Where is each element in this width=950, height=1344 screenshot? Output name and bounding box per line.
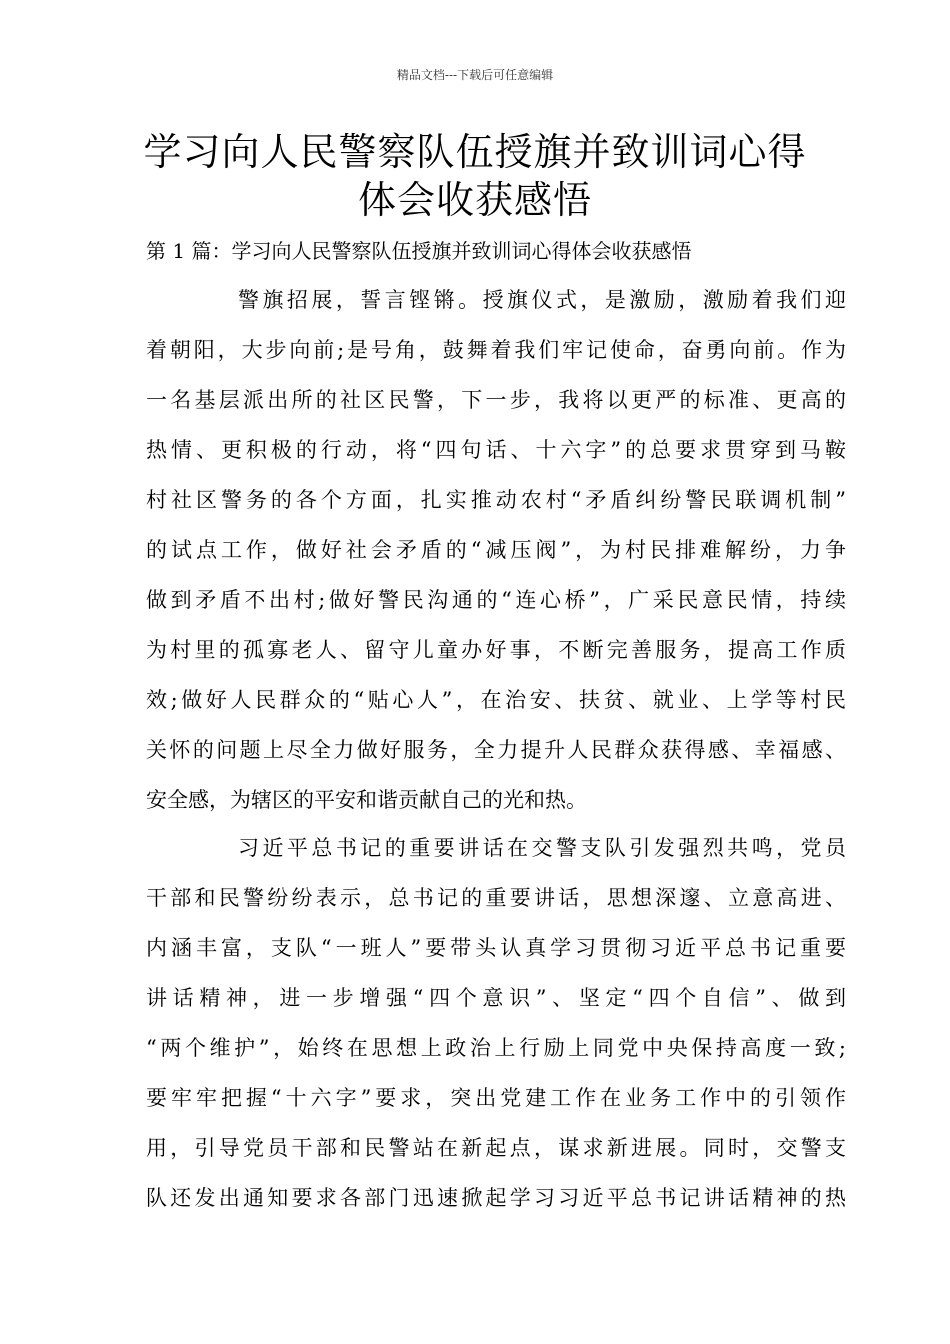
text-line: 效;做好人民群众的“贴心人”，在治安、扶贫、就业、上学等村民 [146,688,846,712]
text-line: 习近平总书记的重要讲话在交警支队引发强烈共鸣，党员 [238,836,846,860]
text-line: “两个维护”，始终在思想上政治上行励上同党中央保持高度一致; [146,1036,846,1060]
header-note: 精品文档---下载后可任意编辑 [396,68,554,82]
chapter-heading: 第 1 篇：学习向人民警察队伍授旗并致训词心得体会收获感悟 [146,239,692,263]
text-line: 讲话精神，进一步增强“四个意识”、坚定“四个自信”、做到 [146,986,846,1010]
text-line: 关怀的问题上尽全力做好服务，全力提升人民群众获得感、幸福感、 [146,738,846,762]
paragraph-2 [146,823,846,1223]
text-line: 的试点工作，做好社会矛盾的“减压阀”，为村民排难解纷，力争 [146,538,846,562]
text-line: 干部和民警纷纷表示，总书记的重要讲话，思想深邃、立意高进、 [146,886,846,910]
text-line: 安全感，为辖区的平安和谐贡献自己的光和热。 [146,788,587,812]
text-line: 村社区警务的各个方面，扎实推动农村“矛盾纠纷警民联调机制” [146,488,846,512]
title-line: 体会收获感悟 [357,178,592,222]
text-line: 做到矛盾不出村;做好警民沟通的“连心桥”，广采民意民情，持续 [146,588,846,612]
text-line: 内涵丰富，支队“一班人”要带头认真学习贯彻习近平总书记重要 [146,936,846,960]
text-line: 着朝阳，大步向前;是号角，鼓舞着我们牢记使命，奋勇向前。作为 [146,338,846,362]
text-line: 队还发出通知要求各部门迅速掀起学习习近平总书记讲话精神的热 [146,1186,846,1210]
text-line: 要牢牢把握“十六字”要求，突出党建工作在业务工作中的引领作 [146,1086,846,1110]
title-line: 学习向人民警察队伍授旗并致训词心得 [143,130,807,174]
text-line: 警旗招展，誓言铿锵。授旗仪式，是激励，激励着我们迎 [238,288,846,312]
text-line: 一名基层派出所的社区民警，下一步，我将以更严的标准、更高的 [146,388,846,412]
text-line: 为村里的孤寡老人、留守儿童办好事，不断完善服务，提高工作质 [146,638,846,662]
text-line: 用，引导党员干部和民警站在新起点，谋求新进展。同时，交警支 [146,1136,846,1160]
text-line: 热情、更积极的行动，将“四句话、十六字”的总要求贯穿到马鞍 [146,438,846,462]
paragraph-1 [146,275,846,825]
document-title [100,128,850,224]
